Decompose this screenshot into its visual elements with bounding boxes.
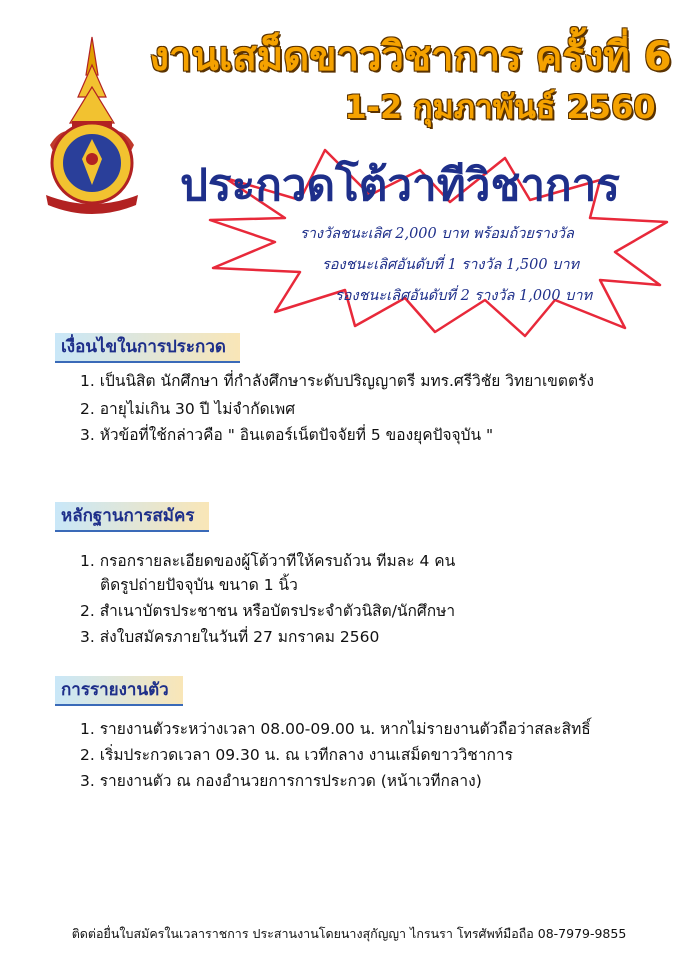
list-item: ติดรูปถ่ายปัจจุบัน ขนาด 1 นิ้ว	[100, 576, 298, 594]
list-item: 1. รายงานตัวระหว่างเวลา 08.00-09.00 น. หากไม่รายงานตัวถือว่าสละสิทธิ์	[80, 720, 591, 738]
prize-third: รองชนะเลิศอันดับที่ 2 รางวัล 1,000 บาท	[335, 288, 593, 304]
contest-title: ประกวดโต้วาทีวิชาการ	[180, 160, 620, 211]
prize-second: รองชนะเลิศอันดับที่ 1 รางวัล 1,500 บาท	[322, 257, 580, 273]
university-emblem-icon	[42, 35, 142, 215]
list-item: 3. หัวข้อที่ใช้กล่าวคือ " อินเตอร์เน็ตปัจจัยที่ 5 ของยุคปัจจุบัน "	[80, 426, 494, 444]
section-heading-conditions: เงื่อนไขในการประกวด	[55, 333, 240, 363]
event-title: งานเสม็ดขาววิชาการ ครั้งที่ 6	[149, 34, 672, 80]
list-item: 2. อายุไม่เกิน 30 ปี ไม่จำกัดเพศ	[80, 400, 296, 418]
event-date: 1-2 กุมภาพันธ์ 2560	[344, 88, 656, 126]
list-item: 3. รายงานตัว ณ กองอำนวยการการประกวด (หน้าเวทีกลาง)	[80, 772, 482, 790]
prize-first: รางวัลชนะเลิศ 2,000 บาท พร้อมถ้วยรางวัล	[300, 226, 574, 242]
list-item: 2. เริ่มประกวดเวลา 09.30 น. ณ เวทีกลาง งานเสม็ดขาววิชาการ	[80, 746, 513, 764]
section-heading-documents: หลักฐานการสมัคร	[55, 502, 209, 532]
list-item: 1. กรอกรายละเอียดของผู้โต้วาทีให้ครบถ้วน ทีมละ 4 คน	[80, 552, 456, 570]
footer-contact: ติดต่อยื่นใบสมัครในเวลาราชการ ประสานงานโดยนางสุกัญญา ไกรนรา โทรศัพท์มือถือ 08-7979-9855	[71, 926, 627, 941]
list-item: 3. ส่งใบสมัครภายในวันที่ 27 มกราคม 2560	[80, 628, 380, 646]
list-item: 2. สำเนาบัตรประชาชน หรือบัตรประจำตัวนิสิต/นักศึกษา	[80, 602, 456, 620]
list-item: 1. เป็นนิสิต นักศึกษา ที่กำลังศึกษาระดับปริญญาตรี มทร.ศรีวิชัย วิทยาเขตตรัง	[80, 372, 594, 390]
section-heading-reporting: การรายงานตัว	[55, 676, 183, 706]
